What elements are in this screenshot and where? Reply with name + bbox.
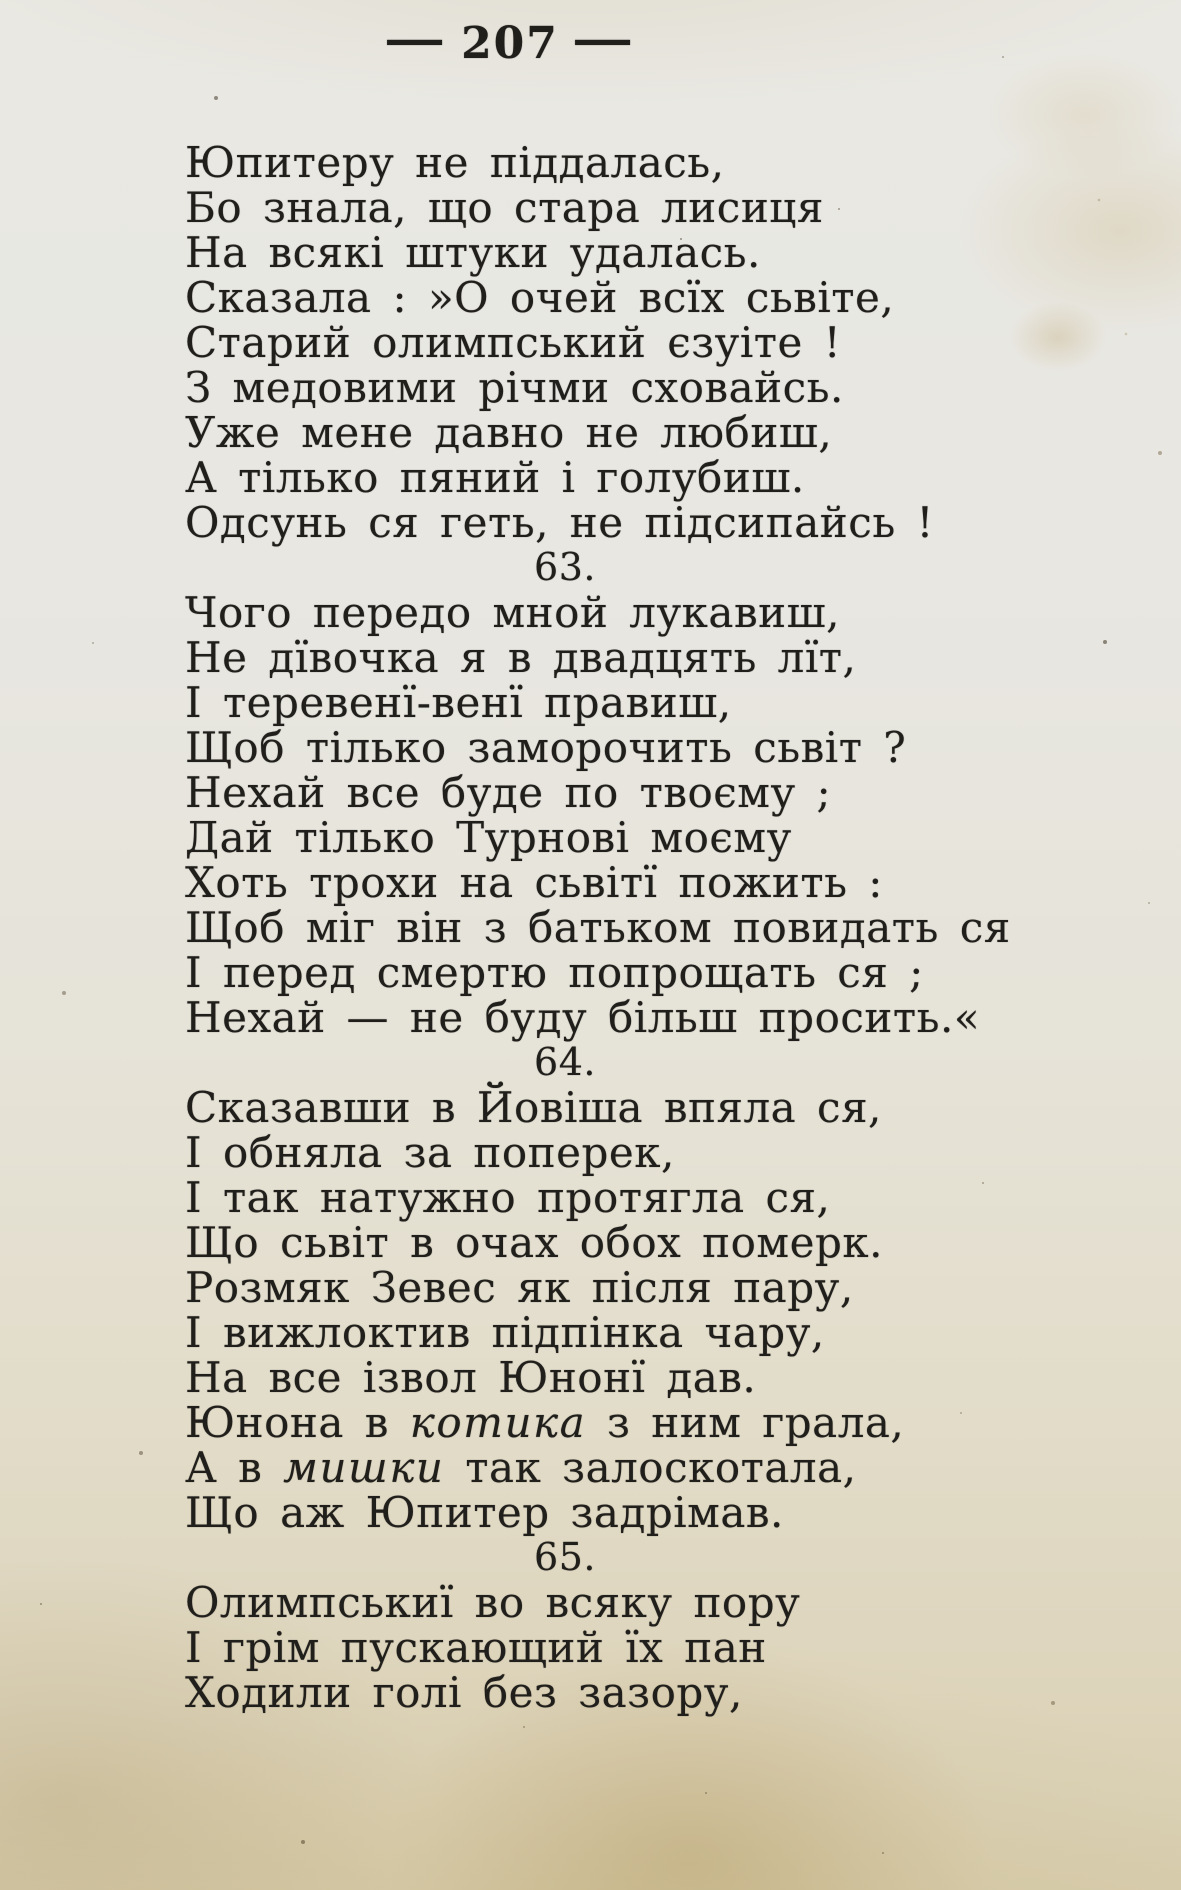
line-segment: І перед смертю попрощать ся ; (185, 948, 924, 997)
line-segment: Розмяк Зевес як після пару, (185, 1263, 854, 1312)
poem-line (185, 903, 1011, 952)
line-segment: Не дївочка я в двадцять лїт, (185, 633, 857, 682)
line-segment: З медовими річми сховайсь. (185, 363, 844, 412)
line-segment: Нехай — не буду більш просить.« (185, 993, 981, 1042)
line-segment: Олимпськиї во всяку пору (185, 1578, 801, 1627)
line-segment: А в (185, 1443, 284, 1492)
poem (185, 138, 1011, 1717)
poem-line (185, 1310, 945, 1355)
line-segment: На все ізвол Юнонї дав. (185, 1353, 757, 1402)
poem-line (185, 230, 945, 275)
poem-line (185, 1085, 945, 1130)
poem-line (185, 993, 981, 1042)
poem-line (185, 365, 945, 410)
poem-line (185, 1355, 945, 1400)
poem-line (185, 1400, 945, 1445)
line-segment: Сказавши в Йовіша впяла ся, (185, 1083, 882, 1132)
poem-line (185, 500, 945, 545)
poem-line (185, 1445, 945, 1490)
line-segment: Щоб міг він з батьком повидать ся (185, 903, 1011, 952)
page-header (150, 14, 870, 69)
line-segment-italic: котика (409, 1398, 587, 1447)
poem-line (185, 1220, 945, 1265)
line-segment: А тілько пяний і голубиш. (185, 453, 805, 502)
poem-line (185, 320, 945, 365)
poem-line (185, 680, 945, 725)
line-segment: з ним грала, (586, 1398, 905, 1447)
poem-line (185, 725, 945, 770)
line-segment: Уже мене давно не любиш, (185, 408, 833, 457)
line-segment: Сказала : »О очей всїх сьвіте, (185, 273, 895, 322)
stanza-number: 65. (534, 1535, 596, 1579)
line-segment: І теревенї-венї правиш, (185, 678, 732, 727)
poem-line (185, 590, 945, 635)
line-segment: Що аж Юпитер задрімав. (185, 1488, 784, 1537)
line-segment: Бо знала, що стара лисиця (185, 183, 824, 232)
poem-line (185, 275, 945, 320)
poem-line (185, 950, 945, 995)
line-segment: Старий олимпський єзуіте ! (185, 318, 842, 367)
line-segment: Чого передо мной лукавиш, (185, 588, 840, 637)
poem-line (185, 185, 945, 230)
line-segment: так залоскотала, (444, 1443, 857, 1492)
line-segment: І грім пускающий їх пан (185, 1623, 767, 1672)
line-segment: Що сьвіт в очах обох померк. (185, 1218, 883, 1267)
poem-line (185, 635, 945, 680)
paper-texture (0, 0, 2, 2)
line-segment-italic: мишки (283, 1443, 445, 1492)
line-segment: Одсунь ся геть, не підсипайсь ! (185, 498, 934, 547)
poem-line (185, 815, 945, 860)
line-segment: Нехай все буде по твоєму ; (185, 768, 832, 817)
line-segment: Юнона в (185, 1398, 410, 1447)
header-ornament-left: — (383, 14, 449, 65)
poem-line (185, 1670, 945, 1715)
poem-line (185, 1580, 945, 1625)
line-segment: Дай тілько Турнові моєму (185, 813, 792, 862)
line-segment: Щоб тілько заморочить сьвіт ? (185, 723, 907, 772)
line-segment: Ходили голі без зазору, (185, 1668, 743, 1717)
poem-line (185, 1175, 945, 1220)
line-segment: Юпитеру не піддалась, (185, 138, 725, 187)
header-ornament-right: — (571, 14, 637, 65)
poem-line (185, 770, 945, 815)
poem-line (185, 1490, 945, 1535)
poem-line (185, 410, 945, 455)
line-segment: Хоть трохи на сьвітї пожить : (185, 858, 883, 907)
poem-line (185, 1625, 945, 1670)
stanza-number: 64. (534, 1040, 596, 1084)
line-segment: І обняла за поперек, (185, 1128, 675, 1177)
poem-line (185, 140, 945, 185)
poem-line (185, 1265, 945, 1310)
poem-line (185, 1130, 945, 1175)
line-segment: На всякі штуки удалась. (185, 228, 761, 277)
line-segment: І так натужно протягла ся, (185, 1173, 831, 1222)
page-number: 207 (461, 18, 559, 69)
stanza-number: 63. (534, 545, 596, 589)
poem-line (185, 860, 945, 905)
poem-line (185, 455, 945, 500)
line-segment: І вижлоктив підпінка чару, (185, 1308, 825, 1357)
